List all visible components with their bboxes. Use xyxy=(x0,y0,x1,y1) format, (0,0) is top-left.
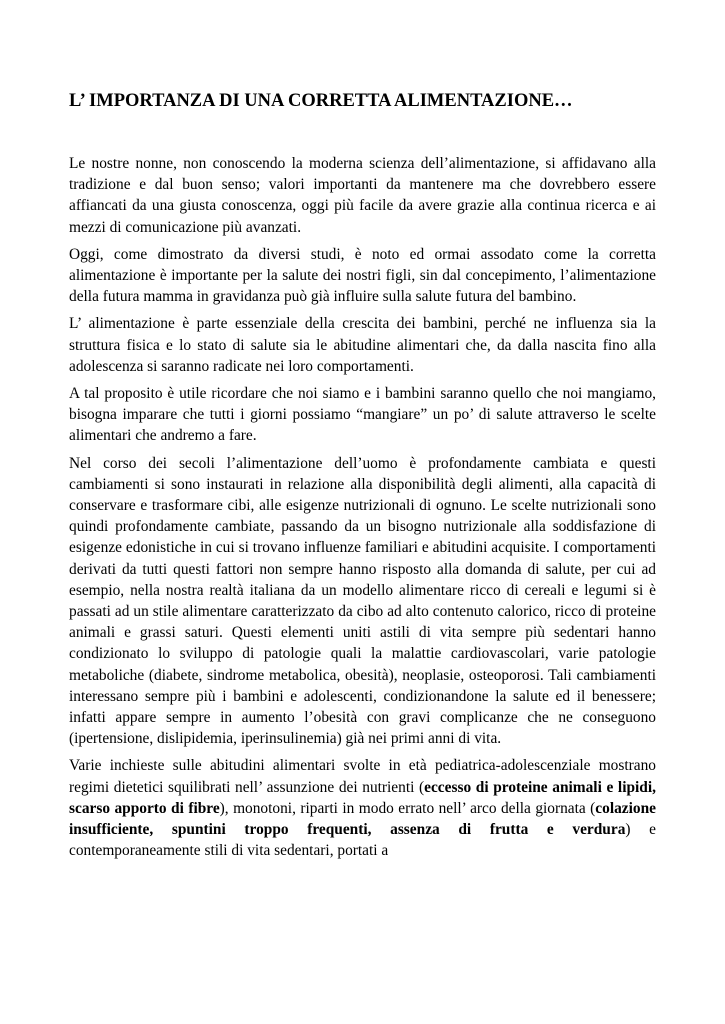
paragraph-4: A tal proposito è utile ricordare che noi siamo e i bambini saranno quello che noi mangiamo, bisogna imparare che tutti i giorni possiamo “mangiare” un po’ di salute attraverso le scelte alimentari che andremo a fare. xyxy=(69,385,656,445)
paragraph-2: Oggi, come dimostrato da diversi studi, è noto ed ormai assodato come la corretta alimentazione è importante per la salute dei nostri figli, sin dal concepimento, l’alimentazione della futura mamma in gravidanza può già influire sulla salute futura del bambino. xyxy=(69,245,656,306)
paragraph-1: Le nostre nonne, non conoscendo la moderna scienza dell’alimentazione, si affidavano alla tradizione e dal buon senso; valori importanti da mantenere ma che dovrebbero essere affiancati da una giusta conoscenza, oggi più facile da avere grazie alla continua ricerca e ai mezzi di comunicazione più avanzati. xyxy=(69,155,656,236)
paragraph-6-bold-2: colazione insufficiente, spuntini troppo frequenti, assenza di frutta e verdura xyxy=(69,799,656,839)
paragraph-5: Nel corso dei secoli l’alimentazione dell’uomo è profondamente cambiata e questi cambiamenti si sono instaurati in relazione alla disponibilità degli alimenti, alla capacità di conservare e trasformare cibi, alle esigenze nutrizionali di ognuno. Le scelte nutrizionali sono quindi profondamente cambiate, passando da un bisogno nutrizionale alla soddisfazione di esigenze edonistiche in cui si trovano influenze familiari e abitudini acquisite. I comportamenti derivati da tutti questi fattori non sempre hanno risposto alla domanda di salute, per cui ad esempio, nella nostra realtà italiana da un modello alimentare ricco di cereali e legumi si è passati ad un stile alimentare caratterizzato da cibo ad alto contenuto calorico, ricco di proteine animali e grassi saturi. Questi elementi uniti astili di vita sempre più sedentari hanno condizionato lo sviluppo di patologie quali la malattie cardiovascolari, varie patologie metaboliche (diabete, sindrome metabolica, obesità), neoplasie, osteoporosi. Tali cambiamenti interessano sempre più i bambini e adolescenti, condizionandone la salute ed il benessere; infatti appare sempre in aumento l’obesità con gravi complicanze che ne conseguono (ipertensione, dislipidemia, iperinsulinemia) già nei primi anni di vita. xyxy=(69,454,656,748)
document-title: L’ IMPORTANZA DI UNA CORRETTA ALIMENTAZIONE… xyxy=(69,91,573,111)
paragraph-6-text-1: Varie inchieste sulle abitudini alimentari svolte in età pediatrica-adolescenziale mostrano regimi dietetici squilibrati nell’ assunzione dei nutrienti ( xyxy=(69,757,656,796)
paragraph-3: L’ alimentazione è parte essenziale della crescita dei bambini, perché ne influenza sia la struttura fisica e lo stato di salute sia le abitudine alimentari che, da dalla nascita fino alla adolescenza si saranno radicate nei loro comportamenti. xyxy=(69,315,656,375)
paragraph-6-text-3: ) e contemporaneamente stili di vita sedentari, portati a xyxy=(69,821,657,860)
paragraph-6 xyxy=(69,755,656,861)
paragraph-6-bold-1: eccesso di proteine animali e lipidi, scarso apporto di fibre xyxy=(69,778,656,817)
document-body xyxy=(69,153,656,868)
paragraph-6-text-2: ), monotoni, riparti in modo errato nell’ arco della giornata ( xyxy=(219,799,596,817)
